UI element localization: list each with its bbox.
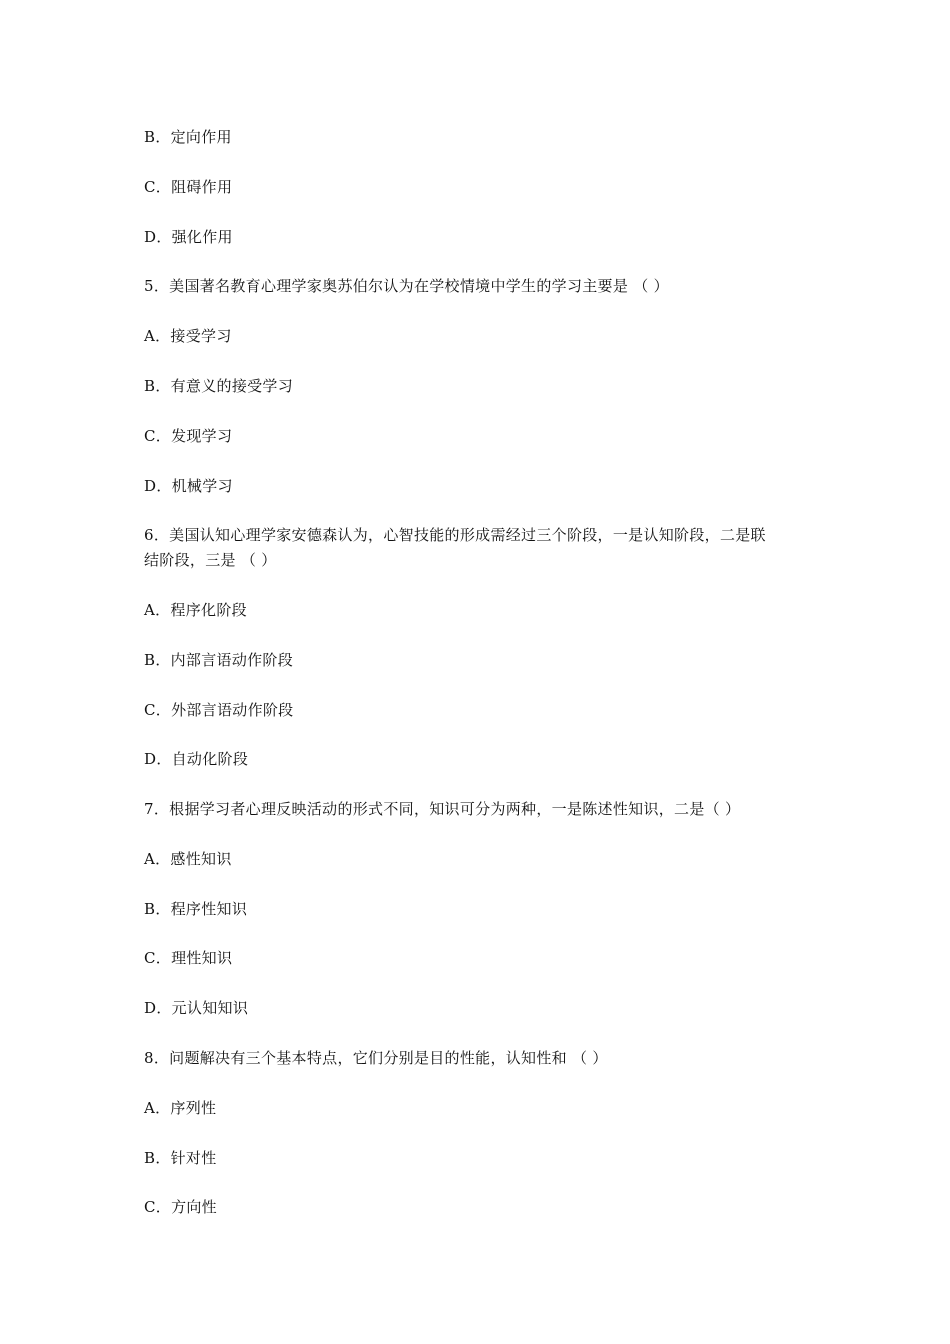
option-b-q8: B．针对性	[144, 1149, 217, 1167]
option-b-q7: B．程序性知识	[144, 900, 248, 918]
option-c-q4: C．阻碍作用	[144, 178, 233, 196]
option-a-q8: A．序列性	[144, 1099, 217, 1117]
question-6-line-2: 结阶段，三是 （ ）	[144, 551, 277, 569]
option-c-q5: C．发现学习	[144, 427, 233, 445]
question-8: 8．问题解决有三个基本特点，它们分别是目的性能，认知性和 （ ）	[144, 1049, 608, 1067]
option-d-q4: D．强化作用	[144, 228, 233, 246]
option-a-q6: A．程序化阶段	[144, 601, 247, 619]
option-b-q6: B．内部言语动作阶段	[144, 651, 294, 669]
question-6-line-1: 6．美国认知心理学家安德森认为，心智技能的形成需经过三个阶段，一是认知阶段，二是联	[144, 526, 766, 544]
option-d-q7: D．元认知知识	[144, 999, 249, 1017]
question-7: 7．根据学习者心理反映活动的形式不同，知识可分为两种，一是陈述性知识，二是（ ）	[144, 800, 741, 818]
option-c-q7: C．理性知识	[144, 949, 233, 967]
option-b-q5: B．有意义的接受学习	[144, 377, 294, 395]
option-d-q6: D．自动化阶段	[144, 750, 249, 768]
option-c-q6: C．外部言语动作阶段	[144, 701, 294, 719]
option-a-q7: A．感性知识	[144, 850, 232, 868]
option-d-q5: D．机械学习	[144, 477, 233, 495]
option-a-q5: A．接受学习	[144, 327, 232, 345]
option-c-q8: C．方向性	[144, 1198, 217, 1216]
option-b-q4: B．定向作用	[144, 128, 232, 146]
question-5: 5．美国著名教育心理学家奥苏伯尔认为在学校情境中学生的学习主要是 （ ）	[144, 277, 669, 295]
